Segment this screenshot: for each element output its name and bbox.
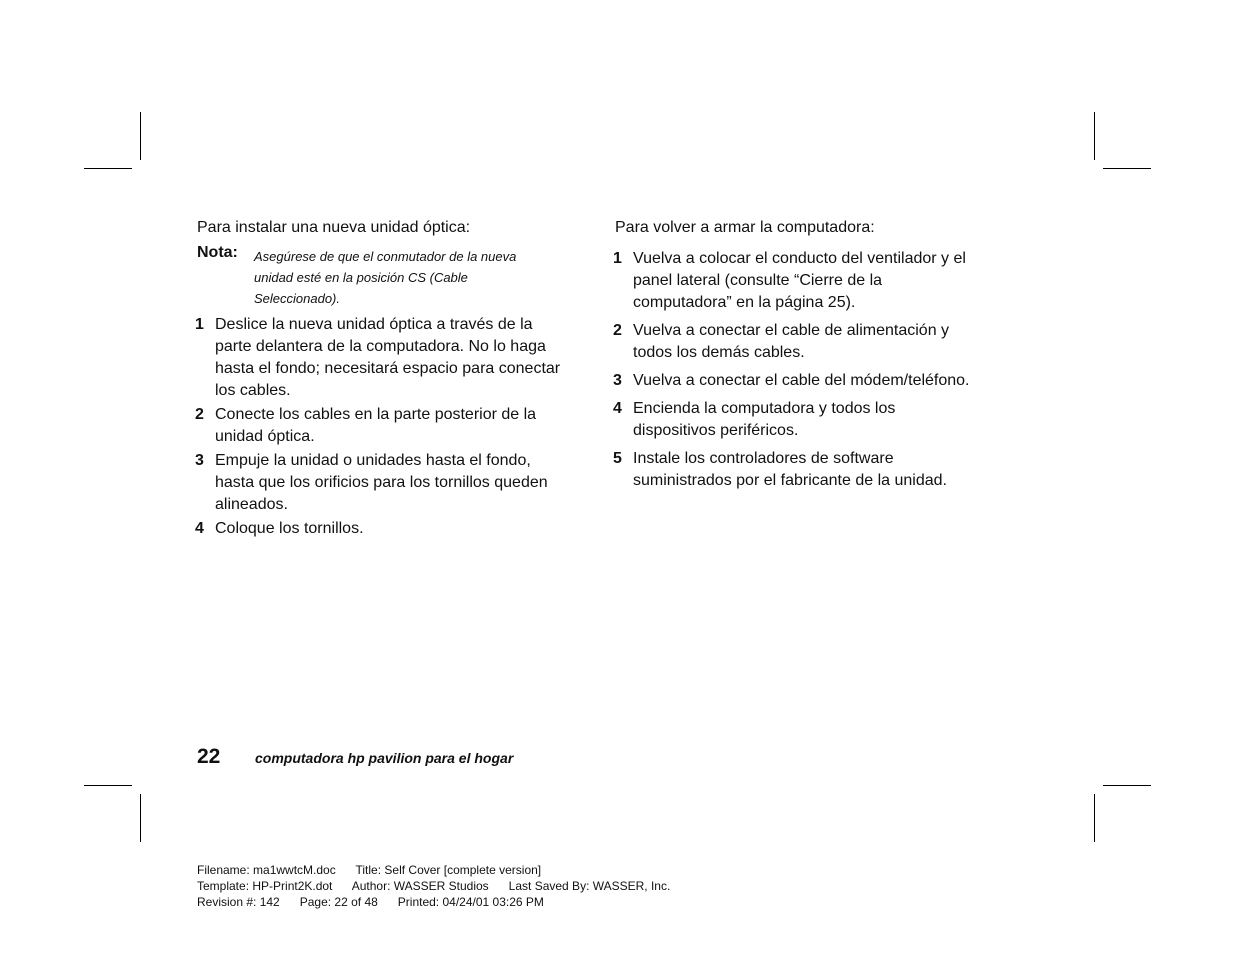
file-info-line: Revision #: 142 Page: 22 of 48 Printed: 04/24/01 03:26 PM — [197, 895, 544, 909]
step-number: 4 — [195, 520, 204, 537]
left-intro: Para instalar una nueva unidad óptica: — [197, 219, 471, 236]
step-number: 2 — [613, 322, 622, 339]
left-step — [195, 314, 567, 402]
right-step — [613, 448, 978, 492]
right-step — [613, 320, 978, 364]
crop-mark — [1103, 168, 1151, 169]
crop-mark — [1094, 794, 1095, 842]
step-text: Vuelva a conectar el cable de alimentación y todos los demás cables. — [633, 322, 950, 361]
right-step — [613, 370, 978, 392]
crop-mark — [140, 112, 141, 160]
file-info-line: Template: HP-Print2K.dot Author: WASSER Studios Last Saved By: WASSER, Inc. — [197, 879, 671, 893]
step-number: 3 — [613, 372, 622, 389]
step-text: Instale los controladores de software suministrados por el fabricante de la unidad. — [633, 450, 947, 489]
step-text: Coloque los tornillos. — [215, 520, 364, 537]
step-number: 5 — [613, 450, 622, 467]
step-text: Encienda la computadora y todos los dispositivos periféricos. — [633, 400, 896, 439]
step-number: 3 — [195, 452, 204, 469]
crop-mark — [140, 794, 141, 842]
right-step — [613, 248, 978, 314]
crop-mark — [84, 168, 132, 169]
crop-mark — [1094, 112, 1095, 160]
left-step — [195, 404, 567, 448]
file-info-line: Filename: ma1wwtcM.doc Title: Self Cover [complete version] — [197, 863, 542, 877]
left-step — [195, 450, 567, 516]
right-steps — [613, 248, 978, 492]
step-number: 1 — [613, 250, 622, 267]
step-text: Conecte los cables en la parte posterior de la unidad óptica. — [215, 406, 537, 445]
step-text: Deslice la nueva unidad óptica a través de la parte delantera de la computadora. No lo haga hasta el fondo; necesitará espacio para conectar los cables. — [215, 316, 561, 399]
crop-mark — [1103, 785, 1151, 786]
left-step — [195, 518, 567, 540]
left-steps — [195, 314, 567, 540]
note-text: Asegúrese de que el conmutador de la nueva unidad esté en la posición CS (Cable Seleccionado). — [254, 249, 517, 306]
step-number: 1 — [195, 316, 204, 333]
step-text: Vuelva a conectar el cable del módem/teléfono. — [633, 372, 970, 389]
step-number: 4 — [613, 400, 622, 417]
crop-mark — [84, 785, 132, 786]
running-title: computadora hp pavilion para el hogar — [255, 750, 514, 766]
page-number: 22 — [197, 745, 221, 768]
right-intro: Para volver a armar la computadora: — [615, 219, 875, 236]
step-text: Vuelva a colocar el conducto del ventilador y el panel lateral (consulte “Cierre de la computadora” en la página 25). — [633, 250, 966, 311]
right-step — [613, 398, 978, 442]
step-text: Empuje la unidad o unidades hasta el fondo, hasta que los orificios para los tornillos queden alineados. — [215, 452, 548, 513]
note-label: Nota: — [197, 244, 238, 261]
step-number: 2 — [195, 406, 204, 423]
